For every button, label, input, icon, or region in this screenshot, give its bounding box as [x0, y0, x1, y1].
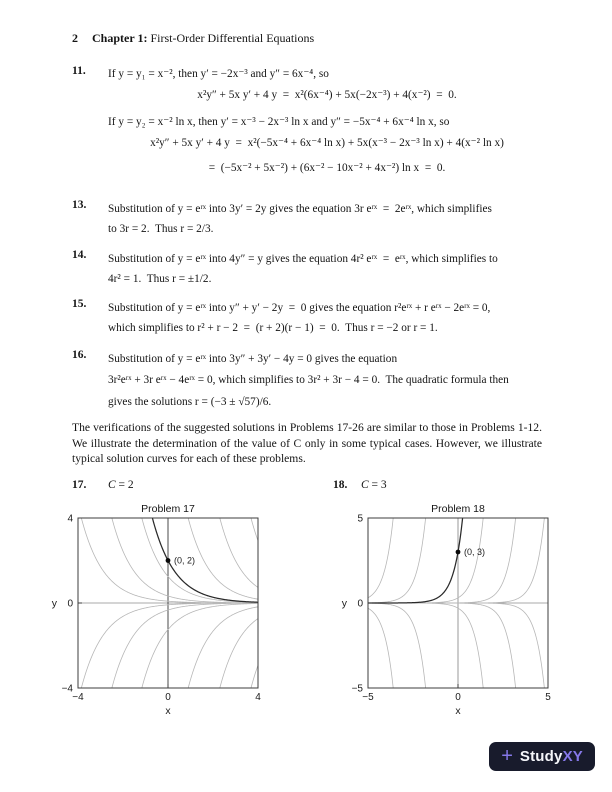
svg-text:Problem 18: Problem 18 [431, 503, 485, 515]
problem-17-value [108, 479, 134, 491]
problem-11-line-5: = (−5x⁻² + 5x⁻²) + (6x⁻² − 10x⁻² + 4x⁻²) ln x = 0. [208, 162, 446, 174]
chapter-label: Chapter 1: [92, 31, 148, 45]
problem-11-line-4: x²y″ + 5x y′ + 4 y = x²(−5x⁻⁴ + 6x⁻⁴ ln x) + 5x(x⁻³ − 2x⁻³ ln x) + 4(x⁻² ln x) [150, 137, 504, 149]
constant-value-17: = 2 [115, 479, 134, 491]
svg-text:0: 0 [357, 598, 363, 610]
problem-18-plot [336, 502, 568, 720]
logo-text-study: Study [519, 748, 563, 765]
problem-15 [72, 298, 546, 338]
problem-15-line-2: which simplifies to r² + r − 2 = (r + 2)(r − 1) = 0. Thus r = −2 or r = 1. [108, 322, 438, 334]
problem-13 [72, 199, 546, 239]
page-header [72, 31, 314, 46]
page-number: 2 [72, 31, 78, 45]
problem-16-number: 16. [72, 349, 87, 361]
problem-11 [72, 65, 546, 181]
svg-text:5: 5 [357, 513, 363, 525]
svg-text:x: x [165, 705, 171, 717]
constant-value-18: = 3 [368, 479, 387, 491]
problem-11-line-3: If y = y₂ = x⁻² ln x, then y′ = x⁻³ − 2x⁻³ ln x and y″ = −5x⁻⁴ + 6x⁻⁴ ln x, so [108, 116, 450, 128]
plus-icon: + [501, 744, 513, 767]
problem-11-line-2: x²y″ + 5x y′ + 4 y = x²(6x⁻⁴) + 5x(−2x⁻³) + 4(x⁻²) = 0. [197, 89, 457, 101]
problem-16-line-1: Substitution of y = eʳˣ into 3y″ + 3y′ − 4y = 0 gives the equation [108, 353, 398, 365]
svg-text:−4: −4 [72, 692, 84, 703]
svg-text:x: x [455, 705, 461, 717]
studyxy-logo [489, 742, 595, 771]
svg-text:y: y [341, 597, 347, 610]
intro-paragraph: The verifications of the suggested solutions in Problems 17-26 are similar to those in Problems 1-12. We illustrate the determination of the value of C only in some typical cases. However, we illustrate typical solution curves for each of these problems. [72, 421, 542, 465]
chapter-title: First-Order Differential Equations [147, 31, 315, 45]
svg-text:(0, 2): (0, 2) [174, 555, 196, 566]
constant-C-17: C [108, 479, 116, 491]
svg-text:Problem 17: Problem 17 [141, 503, 195, 515]
problem-17-number: 17. [72, 479, 87, 491]
svg-text:−5: −5 [362, 692, 374, 703]
problem-11-number: 11. [72, 65, 86, 77]
problem-13-number: 13. [72, 199, 87, 211]
problem-16 [72, 349, 546, 414]
logo-text-xy: XY [562, 748, 583, 765]
constant-C-18: C [361, 479, 369, 491]
problem-13-line-2: to 3r = 2. Thus r = 2/3. [108, 223, 214, 235]
problem-14-line-1: Substitution of y = eʳˣ into 4y″ = y gives the equation 4r² eʳˣ = eʳˣ, which simplifies to [108, 253, 498, 265]
svg-text:(0, 3): (0, 3) [464, 547, 486, 557]
problem-14-number: 14. [72, 249, 87, 261]
svg-text:0: 0 [165, 692, 171, 703]
problem-15-number: 15. [72, 298, 87, 310]
problem-11-line-1: If y = y₁ = x⁻², then y′ = −2x⁻³ and y″ = 6x⁻⁴, so [108, 68, 329, 80]
plots-row [0, 502, 612, 722]
problem-16-line-2: 3r²eʳˣ + 3r eʳˣ − 4eʳˣ = 0, which simplifies to 3r² + 3r − 4 = 0. The quadratic formula then [108, 374, 509, 386]
svg-text:−5: −5 [351, 683, 363, 695]
svg-text:0: 0 [67, 598, 73, 610]
svg-text:0: 0 [455, 692, 461, 703]
svg-text:−4: −4 [61, 683, 73, 695]
problem-18-value [361, 479, 387, 491]
problem-16-line-3: gives the solutions r = (−3 ± √57)/6. [108, 396, 272, 408]
svg-text:5: 5 [545, 692, 551, 703]
problems-17-18-row [72, 479, 552, 495]
problem-14-line-2: 4r² = 1. Thus r = ±1/2. [108, 273, 212, 285]
svg-text:y: y [51, 597, 57, 610]
problem-13-line-1: Substitution of y = eʳˣ into 3y′ = 2y gives the equation 3r eʳˣ = 2eʳˣ, which simplifies [108, 203, 492, 215]
problem-14 [72, 249, 546, 289]
problem-18-number: 18. [333, 479, 348, 491]
svg-text:4: 4 [67, 513, 73, 525]
problem-17-plot [46, 502, 278, 720]
problem-15-line-1: Substitution of y = eʳˣ into y″ + y′ − 2y = 0 gives the equation r²eʳˣ + r eʳˣ − 2eʳˣ = 0, [108, 302, 491, 314]
svg-text:4: 4 [255, 692, 261, 703]
